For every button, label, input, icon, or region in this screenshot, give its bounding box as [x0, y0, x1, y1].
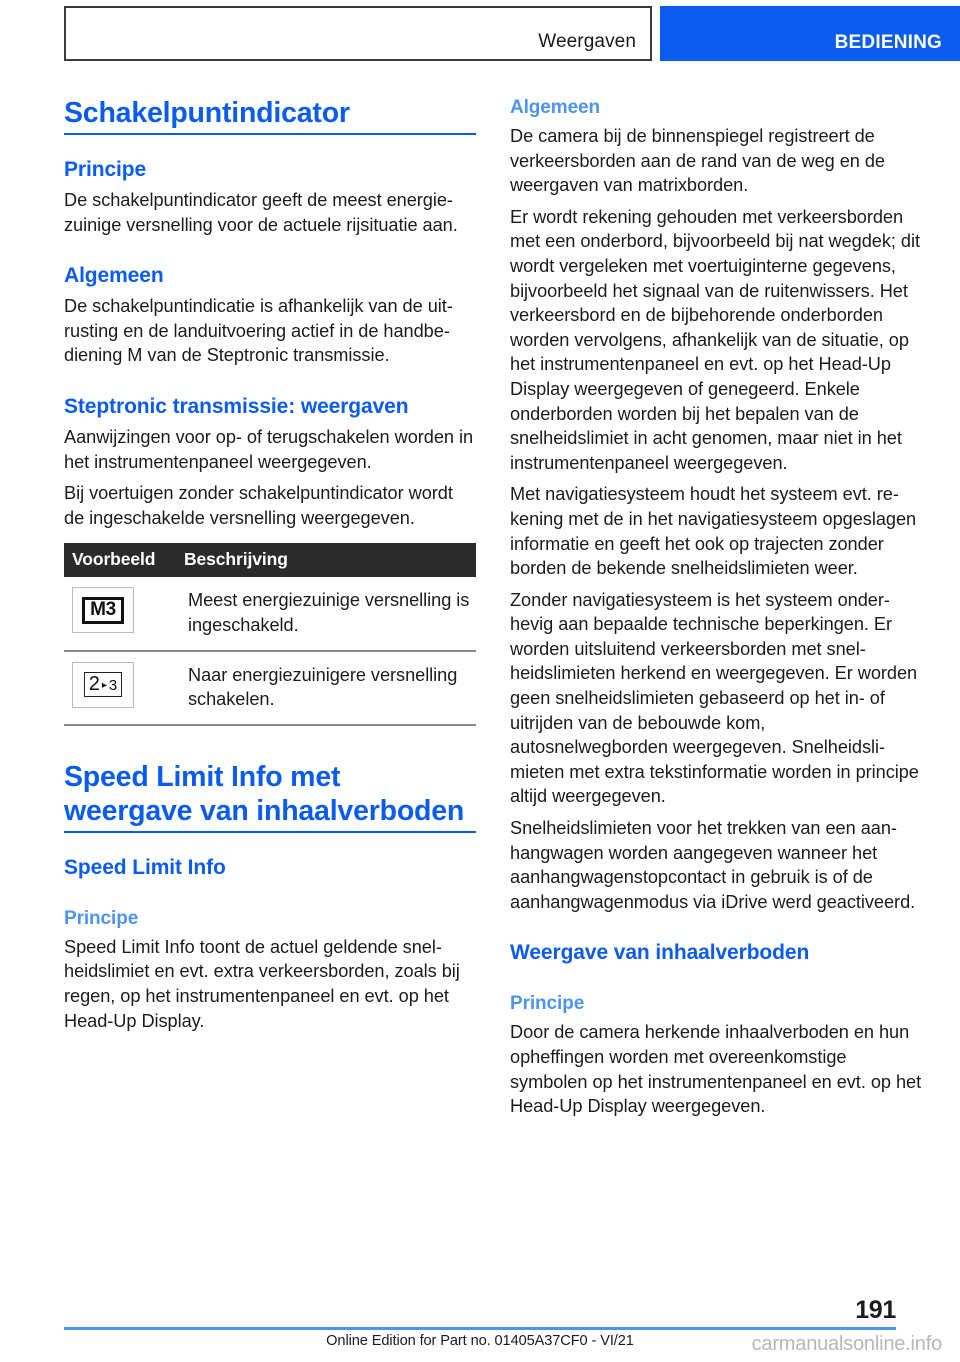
- paragraph-algemeen-right-4: Zonder navigatiesysteem is het systeem onderhevig aan bepaalde technische beperkingen. Er worden uitsluitend verkeersborden met snelheidslimieten herkend en weergegeven. Er worden geen snelheidslimieten gebaseerd op het in- of uitrijden van de bebouwde kom, autosnelwegborden weergegeven. Snelheidslimieten met extra tekstinformatie worden in principe altijd weergegeven.: [510, 589, 919, 807]
- paragraph-steptronic-1: Aanwijzingen voor op- of terugschakelen worden in het instrumentenpaneel weergegeven.: [64, 426, 474, 472]
- page-header: [0, 0, 960, 64]
- gear-from-label: 2: [88, 673, 100, 696]
- table-cell-icon: [64, 577, 176, 650]
- paragraph-principe-2: Speed Limit Info toont de actuel geldende snelheidslimiet en evt. extra verkeersborden, zoals bij regen, op het instrumentenpaneel en evt. op het Head-Up Display.: [64, 936, 460, 1031]
- heading-speed-limit-info-met-weergave: Speed Limit Info met weergave van inhaalverboden: [64, 760, 476, 833]
- heading-steptronic-weergaven: Steptronic transmissie: weergaven: [64, 394, 409, 418]
- table-header-row: [64, 543, 476, 577]
- heading-principe-2: Principe: [64, 907, 139, 929]
- paragraph-algemeen-right-3: Met navigatiesysteem houdt het systeem evt. rekening met de in het navigatiesysteem opgeslagen informatie en geeft het ook op trajecten zonder borden de bekende snelheidslimieten weer.: [510, 484, 917, 579]
- table-column-voorbeeld: Voorbeeld: [64, 543, 176, 577]
- table-header: [64, 543, 476, 577]
- heading-speed-limit-info: Speed Limit Info: [64, 855, 226, 879]
- heading-algemeen-right: Algemeen: [510, 97, 601, 118]
- gear-shift-inner: [84, 672, 123, 697]
- heading-principe-3: Principe: [510, 993, 585, 1015]
- table-column-beschrijving: Beschrijving: [176, 543, 476, 577]
- page-number: 191: [855, 1296, 896, 1324]
- footer-rule: [64, 1327, 896, 1330]
- arrow-right-icon: ▸: [101, 680, 107, 692]
- gear-indicator-m3-icon: [72, 587, 134, 633]
- right-column: [510, 96, 922, 1119]
- chapter-tab: [660, 6, 960, 61]
- gear-indicator-m3-label: M3: [82, 597, 124, 624]
- heading-principe-1: Principe: [64, 158, 147, 181]
- paragraph-principe-1: De schakelpuntindicator geeft de meest energiezuinige versnelling voor de actuele rijsituatie aan.: [64, 190, 458, 235]
- paragraph-algemeen-left: De schakelpuntindicatie is afhankelijk van de uitrusting en de landuitvoering actief in de handbediening M van de Steptronic transmissie.: [64, 296, 453, 366]
- heading-weergave-inhaalverboden: Weergave van inhaalverboden: [510, 941, 810, 965]
- paragraph-algemeen-right-1: De camera bij de binnenspiegel registreert de verkeersborden aan de rand van de weg en de weergaven van matrixborden.: [510, 126, 886, 196]
- table-cell-description: Meest energiezuinige versnelling is ingeschakeld.: [176, 577, 476, 650]
- chapter-tab-label: BEDIENING: [834, 32, 942, 53]
- paragraph-algemeen-right-2: Er wordt rekening gehouden met verkeersborden met een onderbord, bijvoorbeeld bij nat wegdek; dit wordt vergeleken met voertuiginterne gegevens, bijvoorbeeld het signaal van de ruitenwissers. Het verkeersbord en de bijbehorende onderborden worden vervolgens, afhankelijk van de situatie, op het instrumentenpaneel en evt. op het Head-Up Display weergegeven of genegeerd. Enkele onderborden worden bij het bepalen van de snelheidslimiet in acht genomen, maar niet in het instrumentenpaneel weergegeven.: [510, 206, 920, 473]
- table-row: [64, 577, 476, 650]
- table-cell-icon: [64, 651, 176, 725]
- online-edition-notice: Online Edition for Part no. 01405A37CF0 - VI/21: [326, 1333, 634, 1349]
- gear-shift-2-to-3-icon: [72, 662, 134, 708]
- heading-algemeen-left: Algemeen: [64, 264, 164, 288]
- running-title-box: [64, 6, 652, 61]
- voorbeeld-beschrijving-table: [64, 543, 476, 725]
- paragraph-steptronic-2: Bij voertuigen zonder schakelpuntindicator wordt de ingeschakelde versnelling weergegeven.: [64, 483, 453, 528]
- gear-to-label: 3: [108, 677, 118, 695]
- left-column: [64, 96, 476, 1033]
- table-row: [64, 651, 476, 725]
- table-cell-description: Naar energiezuinigere versnelling schakelen.: [176, 651, 476, 725]
- paragraph-algemeen-right-5: Snelheidslimieten voor het trekken van een aanhangwagen worden aangegeven wanneer het aanhangwagenstopcontact in gebruik is of de aanhangwagenmodus via iDrive werd geactiveerd.: [510, 818, 916, 912]
- table-body: [64, 577, 476, 724]
- watermark: carmanualsonline.info: [751, 1333, 942, 1355]
- paragraph-principe-3: Door de camera herkende inhaalverboden en hun opheffingen worden met overeenkomstige symbolen op het instrumentenpaneel en evt. op het Head-Up Display weergegeven.: [510, 1022, 922, 1117]
- running-title: Weergaven: [538, 31, 636, 52]
- heading-schakelpuntindicator: Schakelpuntindicator: [64, 96, 476, 135]
